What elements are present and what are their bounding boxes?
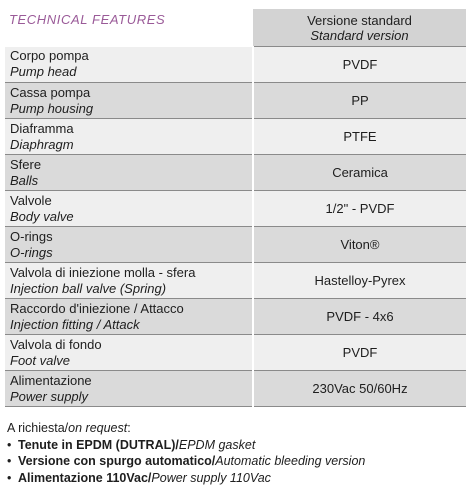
row-label-it: Valvole [10,192,52,208]
notes-intro-it: A richiesta [7,421,65,435]
row-label-it: Corpo pompa [10,48,89,64]
row-label [5,155,253,191]
row-label-it: Valvola di fondo [10,336,102,352]
technical-features-table [5,9,466,407]
column-header-line1: Versione standard [307,12,412,28]
row-label-it: Sfere [10,156,42,172]
row-label-en: Foot valve [10,352,70,368]
row-label [5,263,253,299]
table-row [5,371,466,407]
row-label-en: Injection fitting / Attack [10,316,140,332]
column-header-line2: Standard version [310,27,409,43]
notes-item-it: Versione con spurgo automatico/ [18,454,216,468]
row-value: Ceramica [253,155,466,191]
notes-item-it: Alimentazione 110Vac/ [18,470,152,485]
notes-item-en: Automatic bleeding version [215,454,366,468]
row-label-it: O-rings [10,228,53,244]
table-row [5,191,466,227]
table-row [5,299,466,335]
notes-item [7,453,365,470]
table-row [5,47,466,83]
on-request-notes [7,420,365,486]
row-value: PP [253,83,466,119]
row-label [5,47,253,83]
notes-item [7,437,365,454]
row-value: PVDF [253,335,466,371]
row-label-en: Balls [10,172,39,188]
table-row [5,227,466,263]
row-label [5,191,253,227]
row-label [5,371,253,407]
notes-item [7,470,365,487]
section-title: TECHNICAL FEATURES [9,12,166,27]
row-value: 230Vac 50/60Hz [253,371,466,407]
notes-item-en: Power supply 110Vac [151,470,271,485]
row-label-it: Alimentazione [10,372,92,388]
table-row [5,263,466,299]
row-value: PVDF - 4x6 [253,299,466,335]
row-label [5,83,253,119]
row-value: PTFE [253,119,466,155]
row-label-it: Valvola di iniezione molla - sfera [10,264,196,280]
row-label-en: Diaphragm [10,136,74,152]
row-label-en: Injection ball valve (Spring) [10,280,167,296]
row-label [5,119,253,155]
row-label-en: Pump housing [10,100,94,116]
row-label-en: Pump head [10,64,77,80]
notes-intro: A richiesta/on request: [7,421,131,435]
notes-item-en: EPDM gasket [178,437,256,452]
bullet-icon: • [7,437,12,452]
bullet-icon: • [7,454,12,468]
row-value: PVDF [253,47,466,83]
row-label-en: Power supply [10,388,89,404]
column-header-standard-version [253,9,466,47]
table-row [5,83,466,119]
table-row [5,119,466,155]
row-label-it: Raccordo d'iniezione / Attacco [10,300,184,316]
table-header-row [5,9,466,47]
notes-intro-suffix: : [127,421,131,435]
row-value: 1/2" - PVDF [253,191,466,227]
notes-item-it: Tenute in EPDM (DUTRAL)/ [18,437,179,452]
row-label-it: Cassa pompa [10,84,91,100]
bullet-icon: • [7,470,12,485]
row-value: Viton® [253,227,466,263]
table-row [5,335,466,371]
row-label [5,335,253,371]
table-row [5,155,466,191]
row-label [5,299,253,335]
row-label-en: Body valve [10,208,74,224]
row-value: Hastelloy-Pyrex [253,263,466,299]
notes-intro-en: on request [68,421,128,435]
row-label [5,227,253,263]
row-label-en: O-rings [10,244,53,260]
row-label-it: Diaframma [10,120,74,136]
